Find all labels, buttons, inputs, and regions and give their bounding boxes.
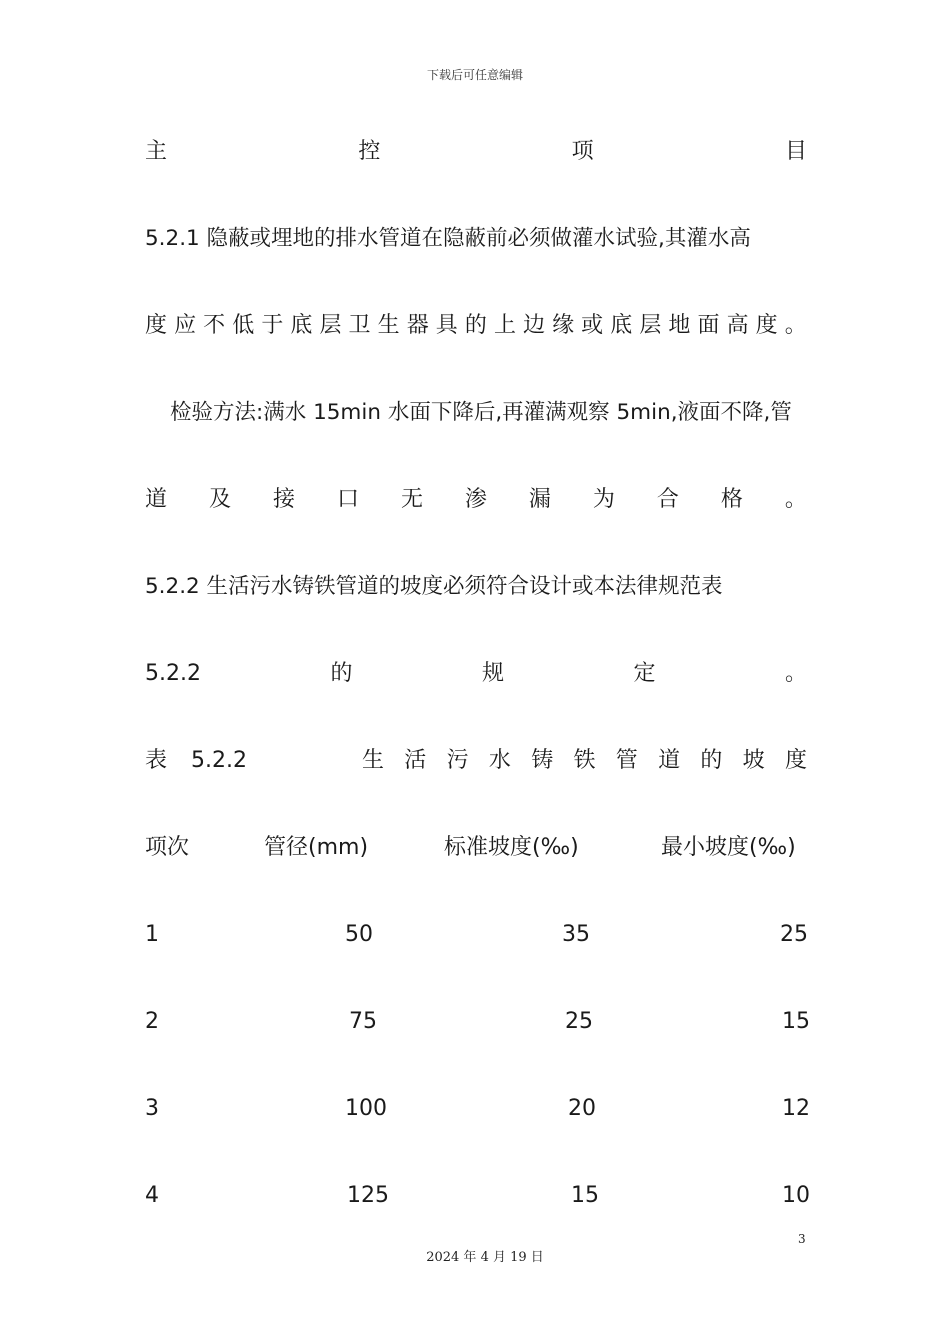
heading-char: 控 <box>358 139 381 164</box>
page-footer-date: 2024 年 4 月 19 日 <box>426 1250 544 1265</box>
cell-standard-slope: 25 <box>565 1009 593 1034</box>
section-heading <box>145 137 807 167</box>
cell-min-slope: 25 <box>780 922 808 947</box>
cell-diameter: 100 <box>345 1096 387 1121</box>
cell-standard-slope: 20 <box>568 1096 596 1121</box>
cell-min-slope: 10 <box>782 1183 810 1208</box>
cell-min-slope: 12 <box>782 1096 810 1121</box>
cell-min-slope: 15 <box>782 1009 810 1034</box>
col-header-min-slope: 最小坡度(‰) <box>661 835 796 860</box>
cell-diameter: 75 <box>349 1009 377 1034</box>
inspection-method-line1: 检验方法:满水 15min 水面下降后,再灌满观察 5min,液面不降,管 <box>170 400 792 425</box>
page-number: 3 <box>798 1232 806 1246</box>
cell-index: 4 <box>145 1183 159 1208</box>
clause-5-2-1-line2: 度 应 不 低 于 底 层 卫 生 器 具 的 上 边 缘 或 底 层 地 面 高 度 。 <box>145 313 807 338</box>
clause-5-2-2-line2: 5.2.2 的 规 定 。 <box>145 661 807 686</box>
cell-index: 1 <box>145 922 159 947</box>
cell-standard-slope: 15 <box>571 1183 599 1208</box>
table-caption-number: 5.2.2 <box>191 748 247 773</box>
clause-5-2-1-line1: 5.2.1 隐蔽或埋地的排水管道在隐蔽前必须做灌水试验,其灌水高 <box>145 226 751 251</box>
inspection-method-line2: 道 及 接 口 无 渗 漏 为 合 格 。 <box>145 487 807 512</box>
heading-char: 项 <box>571 139 594 164</box>
col-header-standard-slope: 标准坡度(‰) <box>444 835 579 860</box>
cell-standard-slope: 35 <box>562 922 590 947</box>
table-caption-title: 生 活 污 水 铸 铁 管 道 的 坡 度 <box>362 748 807 773</box>
cell-diameter: 125 <box>347 1183 389 1208</box>
heading-char: 目 <box>784 139 807 164</box>
heading-char: 主 <box>145 139 168 164</box>
cell-index: 2 <box>145 1009 159 1034</box>
cell-diameter: 50 <box>345 922 373 947</box>
col-header-index: 项次 <box>145 835 190 860</box>
table-caption-label: 表 <box>145 748 168 773</box>
page-header: 下载后可任意编辑 <box>426 68 523 82</box>
col-header-diameter: 管径(mm) <box>264 835 369 860</box>
cell-index: 3 <box>145 1096 159 1121</box>
clause-5-2-2-line1: 5.2.2 生活污水铸铁管道的坡度必须符合设计或本法律规范表 <box>145 574 723 599</box>
